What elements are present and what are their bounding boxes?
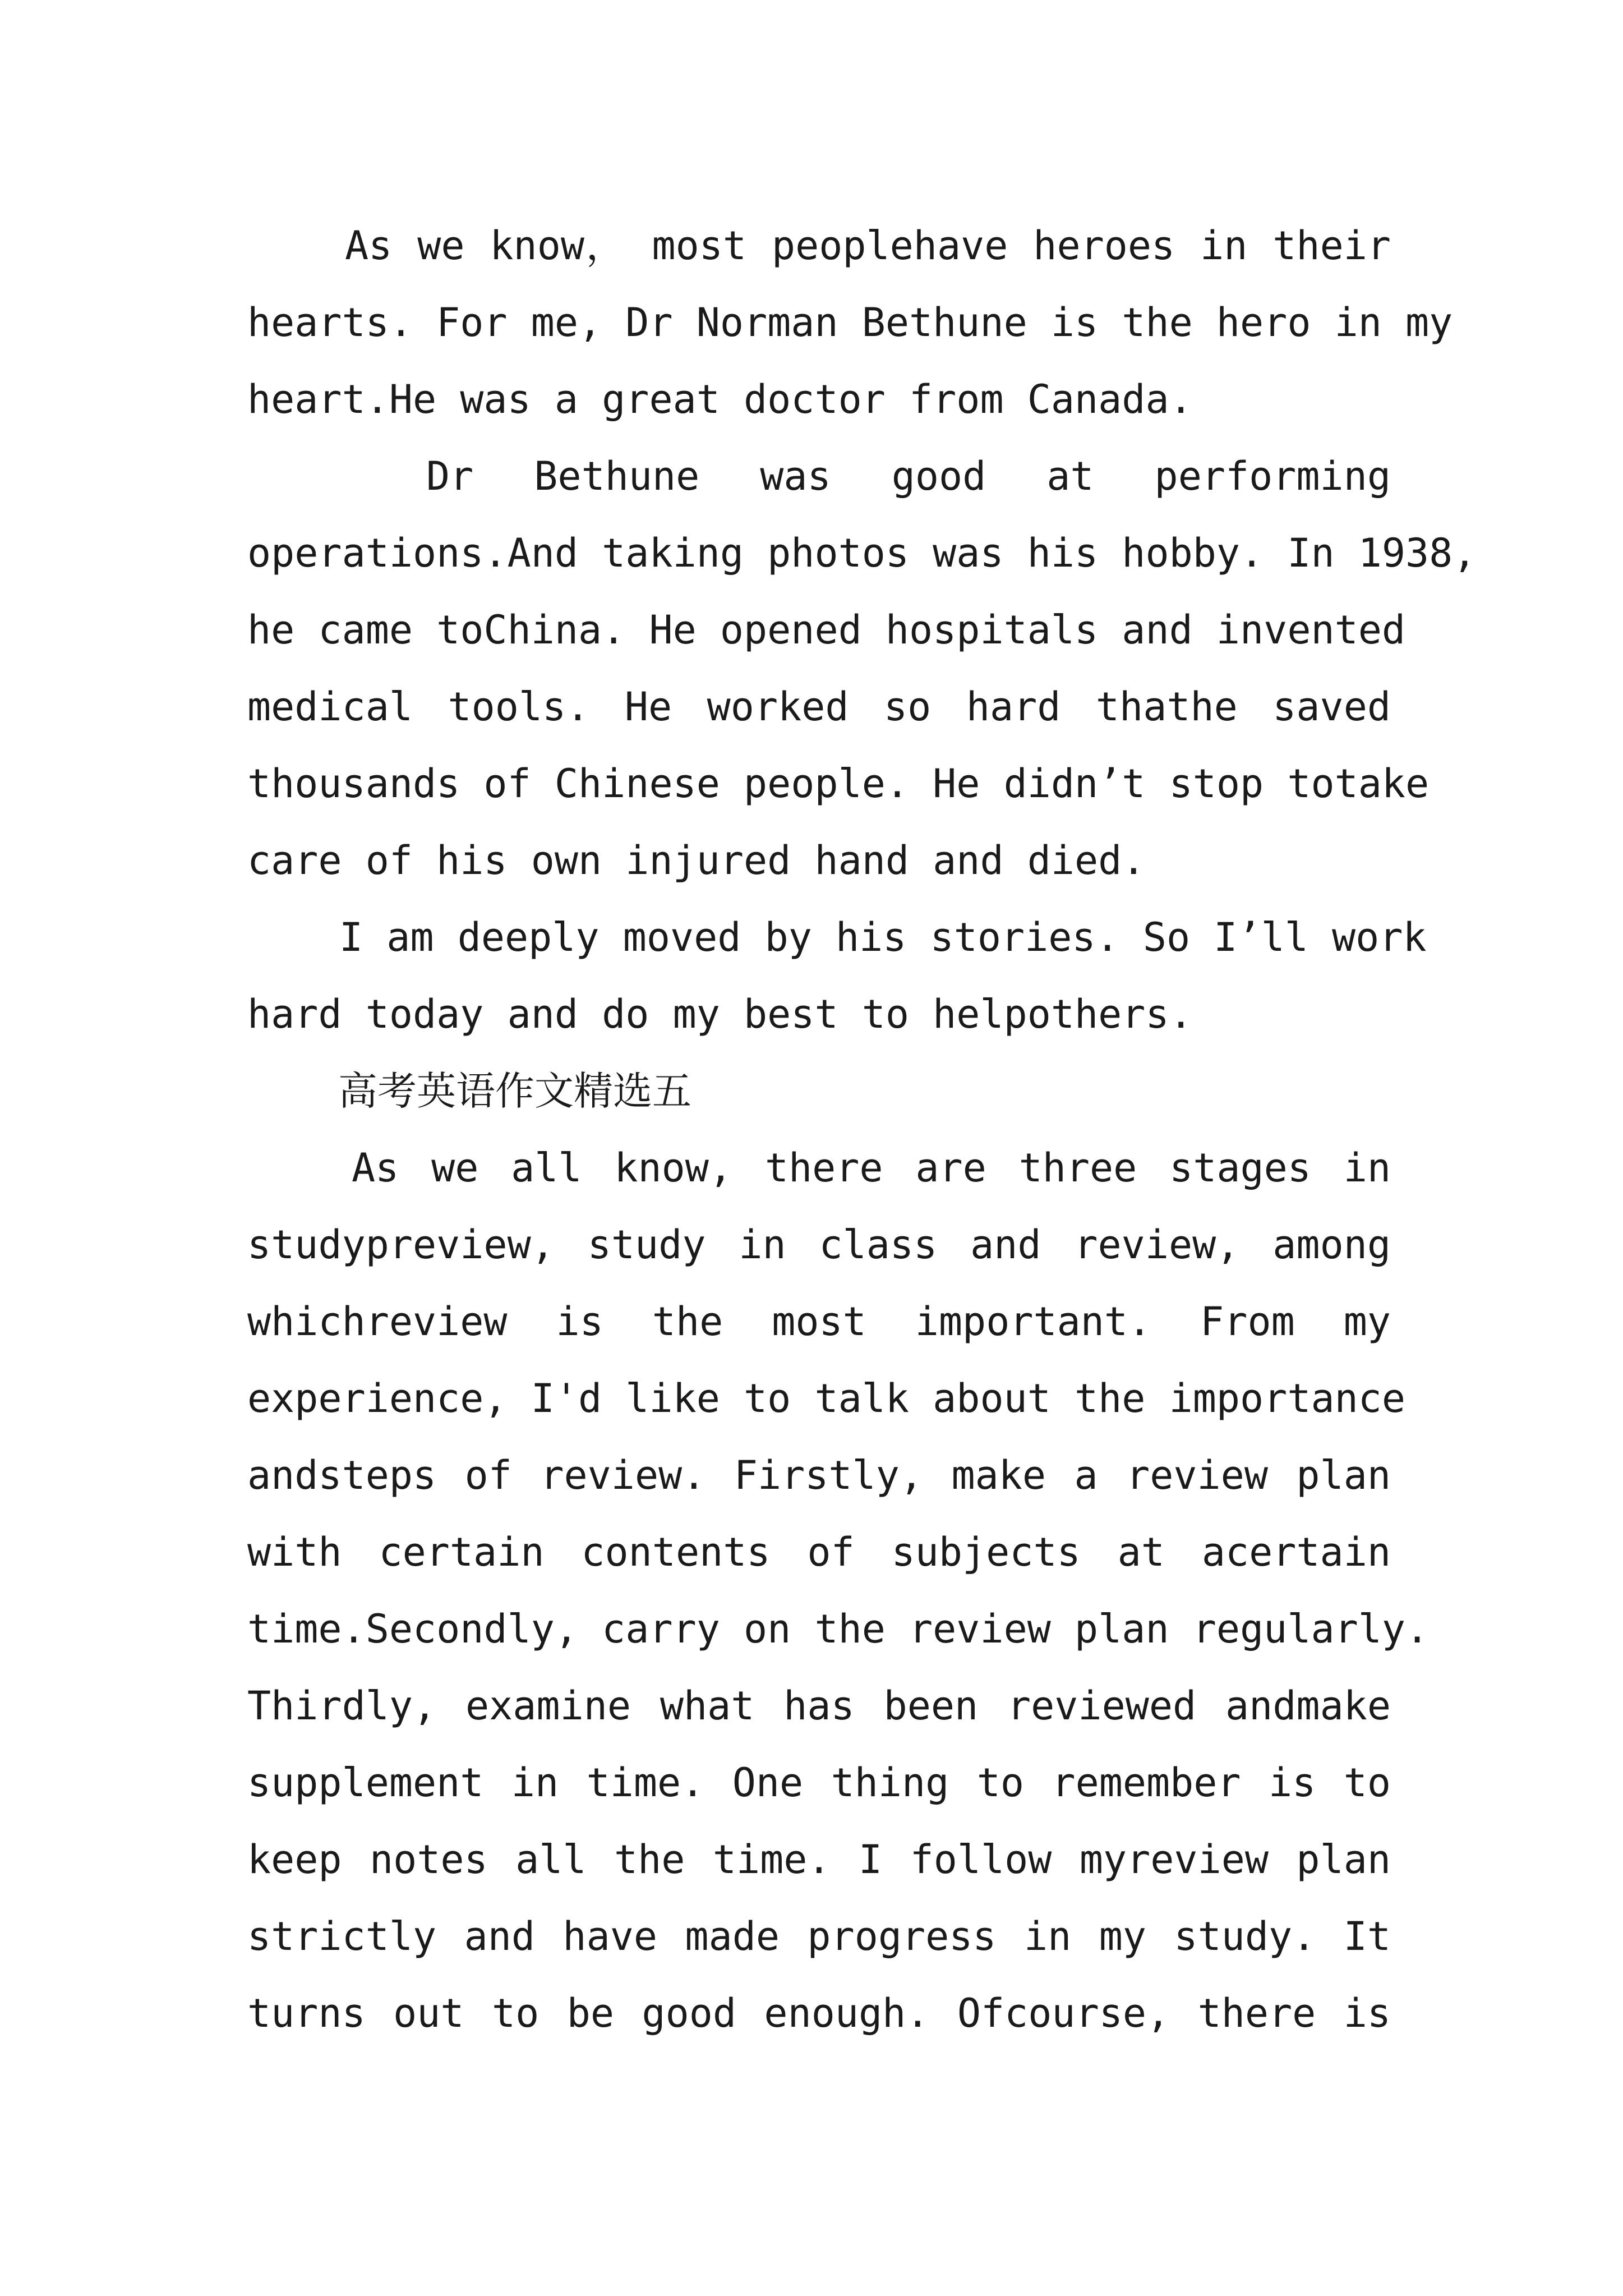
text-line: care of his own injured hand and died. [247,838,1146,884]
text-line: Thirdly, examine what has been reviewed andmake [247,1683,1391,1729]
text-line: I am deeply moved by his stories. So I’ll work [339,914,1427,960]
text-line: strictly and have made progress in my study. It [247,1913,1391,1959]
text-line: medical tools. He worked so hard thathe saved [247,684,1391,730]
text-line: Dr Bethune was good at performing [426,453,1391,499]
text-line: turns out to be good enough. Ofcourse, there is [247,1990,1391,2036]
text-line: whichreview is the most important. From my [247,1299,1391,1345]
text-line: hard today and do my best to helpothers. [247,991,1193,1037]
text-line: time.Secondly, carry on the review plan regularly. [247,1606,1430,1652]
text-line: hearts. For me, Dr Norman Bethune is the hero in my [247,300,1453,346]
text-line: As we all know, there are three stages in [352,1145,1391,1191]
text-line: he came toChina. He opened hospitals and invented [247,607,1406,653]
text-line: thousands of Chinese people. He didn’t stop totake [247,761,1430,807]
text-line: with certain contents of subjects at acertain [247,1529,1391,1575]
text-line: operations.And taking photos was his hobby. In 1938, [247,530,1477,576]
text-line: studypreview, study in class and review, among [247,1222,1391,1268]
text-line: keep notes all the time. I follow myreview plan [247,1837,1391,1883]
text-line: experience, I'd like to talk about the importance [247,1375,1406,1421]
text-line: andsteps of review. Firstly, make a review plan [247,1452,1391,1498]
text-line: As we know， most peoplehave heroes in their [345,223,1391,269]
text-line: heart.He was a great doctor from Canada. [247,376,1193,422]
section-heading: 高考英语作文精选五 [338,1068,691,1114]
text-line: supplement in time. One thing to remember is to [247,1760,1391,1806]
